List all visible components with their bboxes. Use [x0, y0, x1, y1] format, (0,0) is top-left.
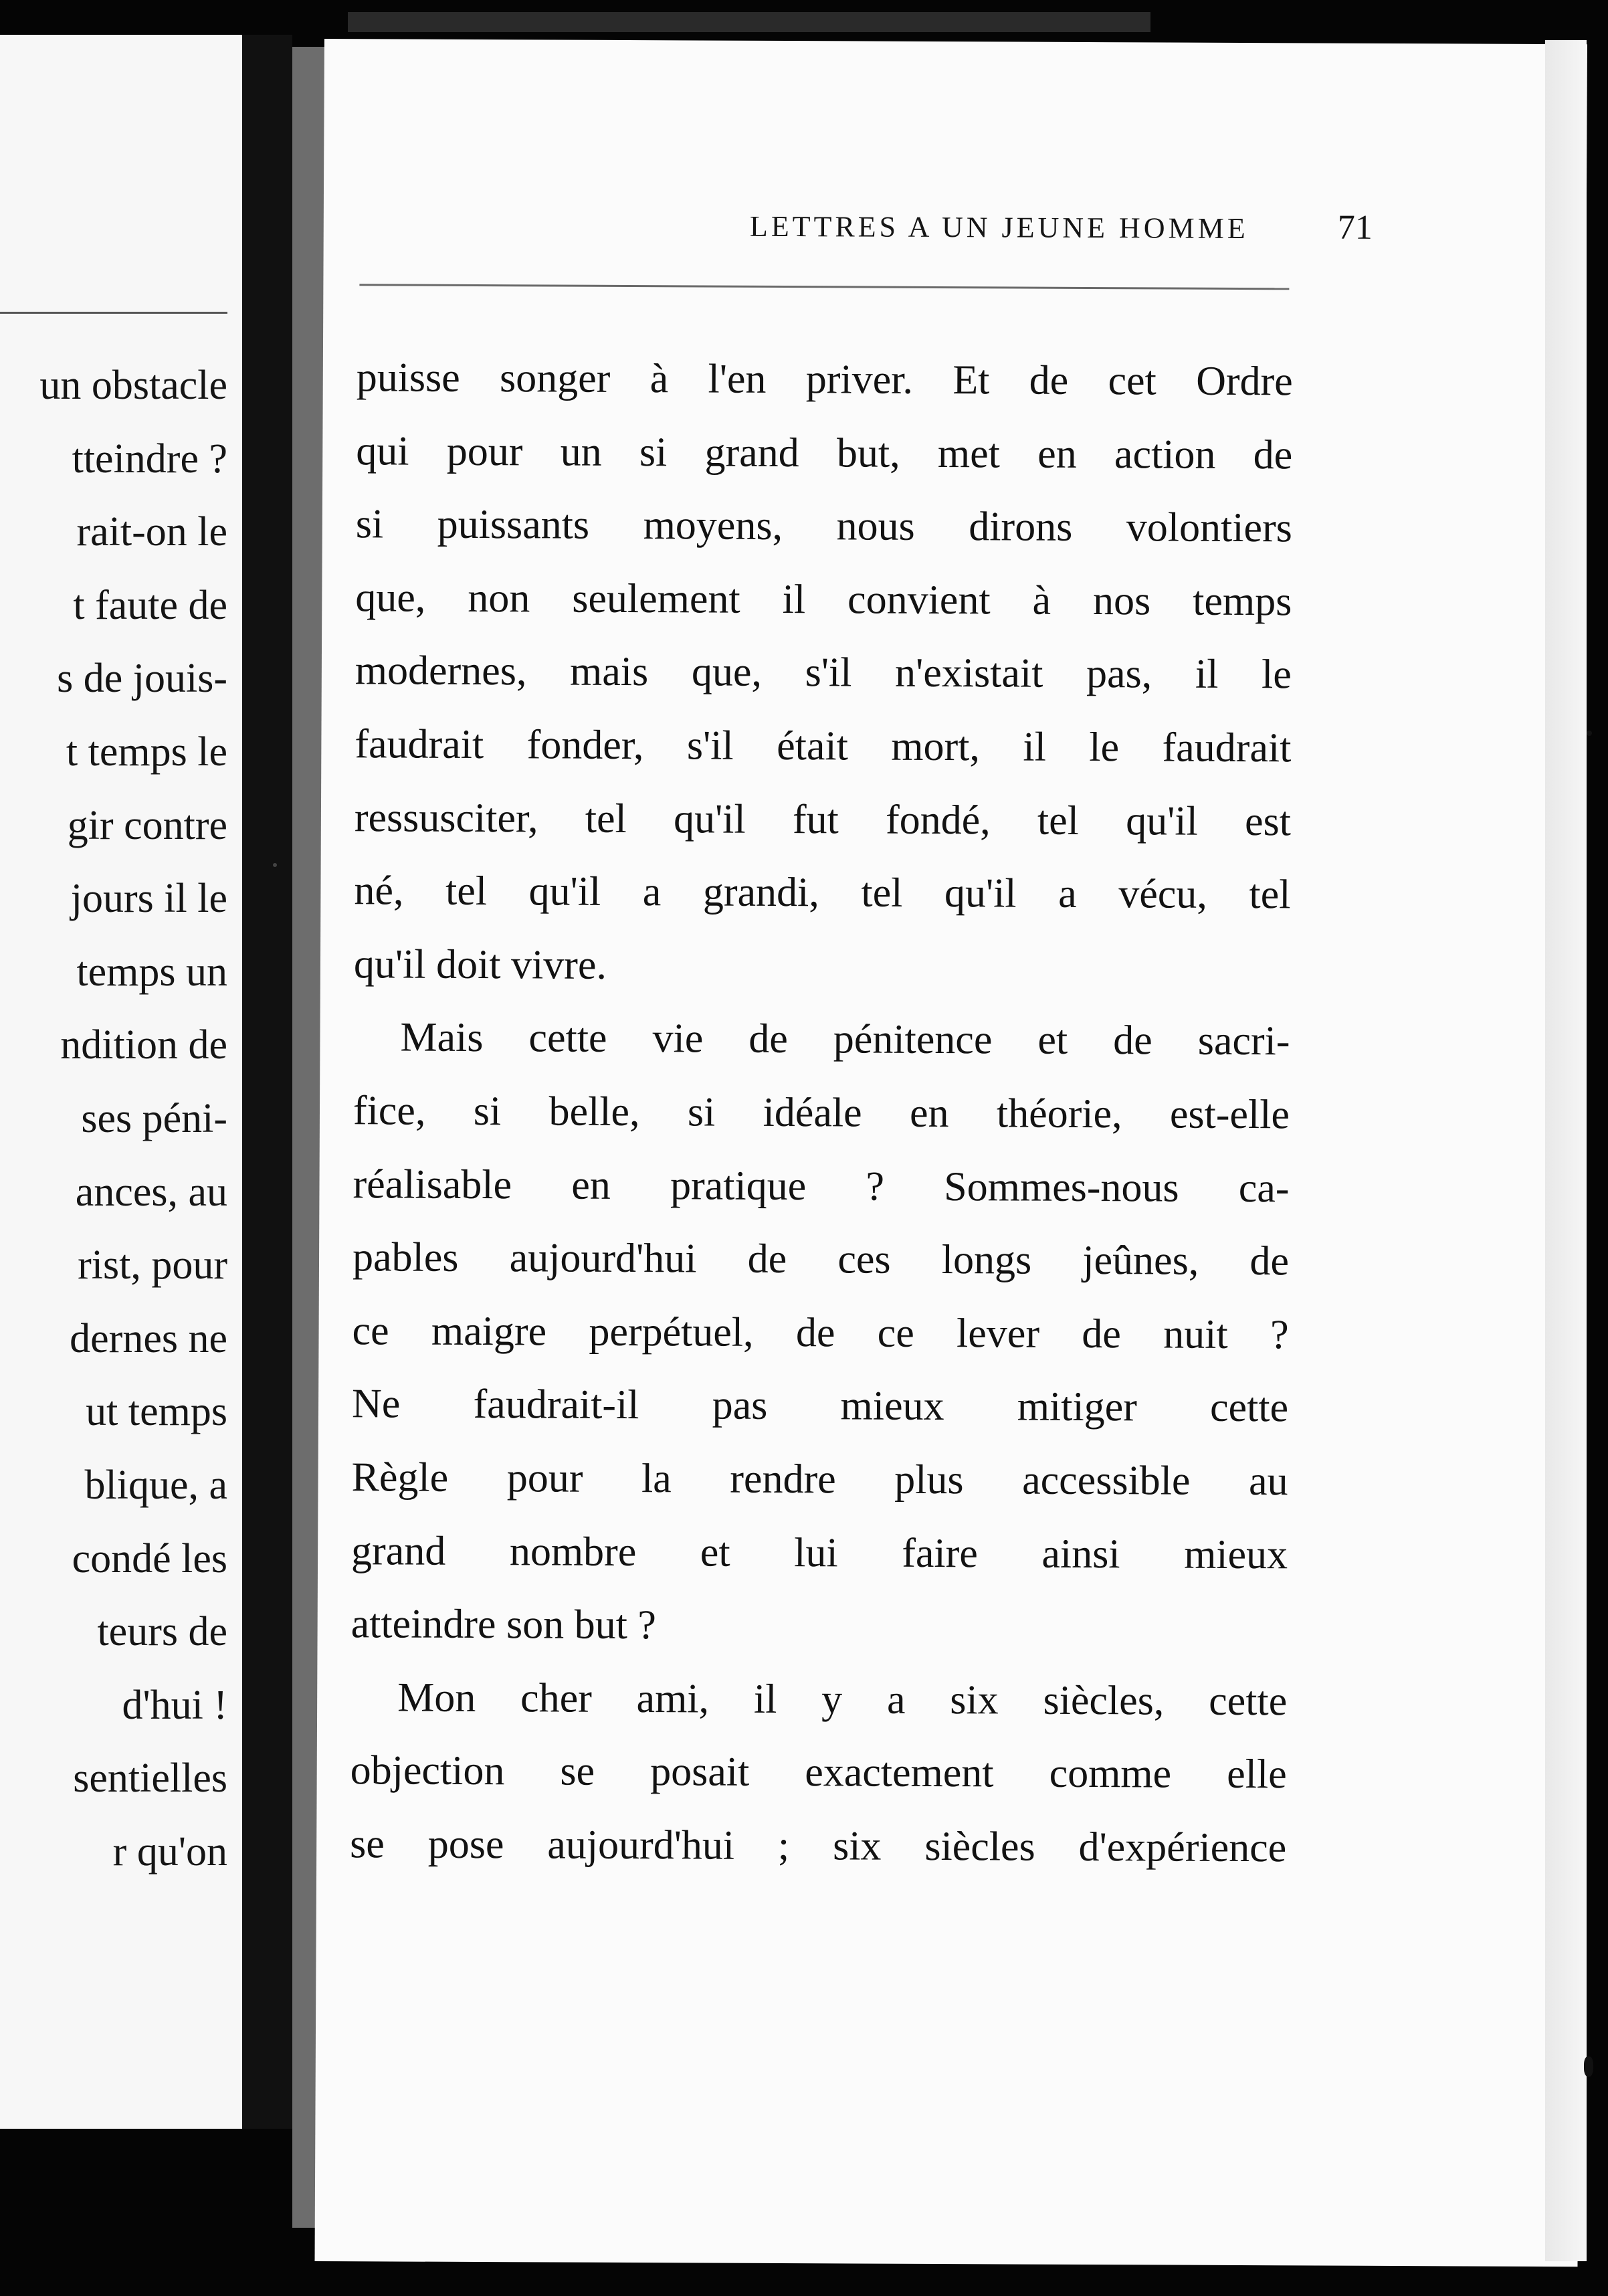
scan-speck	[1587, 731, 1592, 736]
previous-page-line: ses péni-	[81, 1095, 227, 1141]
previous-page-line: condé les	[72, 1535, 227, 1582]
scan-top-band	[348, 12, 1150, 32]
text-line: si puissants moyens, nous dirons volontiers	[355, 501, 1292, 551]
previous-page-line: tteindre ?	[72, 436, 227, 482]
previous-page-line: ut temps	[86, 1389, 227, 1435]
scan-speck	[273, 863, 277, 867]
previous-page-line: temps un	[76, 949, 227, 995]
previous-page-text	[0, 349, 227, 1889]
previous-page-line: s de jouis-	[57, 656, 227, 702]
current-page	[315, 39, 1587, 2267]
previous-page-line: t faute de	[73, 582, 227, 628]
previous-page-line: rist, pour	[78, 1242, 227, 1288]
text-line: Règle pour la rendre plus accessible au	[351, 1454, 1288, 1505]
previous-page-header-rule	[0, 312, 227, 314]
previous-page-line: gir contre	[67, 802, 227, 848]
previous-page-line: un obstacle	[39, 363, 227, 408]
page-body-text	[350, 341, 1293, 1885]
text-line: réalisable en pratique ? Sommes-nous ca-	[353, 1161, 1290, 1211]
text-line: puisse songer à l'en priver. Et de cet Ordre	[356, 355, 1293, 405]
text-line: fice, si belle, si idéale en théorie, est-elle	[353, 1088, 1290, 1138]
text-line: que, non seulement il convient à nos temps	[355, 574, 1292, 625]
previous-page-line: dernes ne	[70, 1315, 227, 1361]
book-spine-shadow	[242, 35, 292, 2129]
previous-page-line: jours il le	[70, 876, 227, 922]
text-line: atteindre son but ?	[350, 1601, 657, 1648]
text-line: Mon cher ami, il y a six siècles, cette	[397, 1675, 1288, 1724]
text-line: se pose aujourd'hui ; six siècles d'expérience	[350, 1821, 1287, 1871]
text-line: pables aujourd'hui de ces longs jeûnes, de	[352, 1234, 1290, 1284]
text-line: faudrait fonder, s'il était mort, il le faudrait	[355, 721, 1292, 771]
running-title: LETTRES A UN JEUNE HOMME	[749, 209, 1249, 246]
previous-page-line: t temps le	[66, 729, 227, 775]
page-number: 71	[1337, 208, 1373, 247]
text-line: ressusciter, tel qu'il fut fondé, tel qu'il est	[354, 794, 1292, 844]
text-line: né, tel qu'il a grandi, tel qu'il a vécu, tel	[354, 868, 1291, 918]
text-line: grand nombre et lui faire ainsi mieux	[350, 1527, 1288, 1577]
scan-speck	[1584, 2056, 1593, 2077]
text-line: ce maigre perpétuel, de ce lever de nuit ?	[352, 1307, 1289, 1358]
previous-page-line: d'hui !	[122, 1682, 227, 1728]
previous-page-line: rait-on le	[76, 509, 227, 555]
previous-page-line: blique, a	[84, 1462, 227, 1508]
text-line: qui pour un si grand but, met en action de	[356, 427, 1293, 478]
previous-page-line: sentielles	[73, 1755, 227, 1802]
header-rule	[359, 284, 1289, 290]
text-line: objection se posait exactement comme elle	[350, 1747, 1287, 1798]
previous-page-line: ances, au	[75, 1169, 227, 1215]
previous-page-line: r qu'on	[112, 1828, 227, 1875]
previous-page-line: teurs de	[97, 1609, 227, 1655]
text-line: qu'il doit vivre.	[353, 941, 607, 988]
previous-page	[0, 35, 242, 2129]
text-line: Mais cette vie de pénitence et de sacri-	[400, 1014, 1290, 1064]
page-fore-edge	[1545, 40, 1587, 2261]
text-line: modernes, mais que, s'il n'existait pas, il le	[355, 648, 1292, 698]
text-line: Ne faudrait-il pas mieux mitiger cette	[351, 1381, 1289, 1431]
previous-page-line: ndition de	[60, 1022, 227, 1068]
